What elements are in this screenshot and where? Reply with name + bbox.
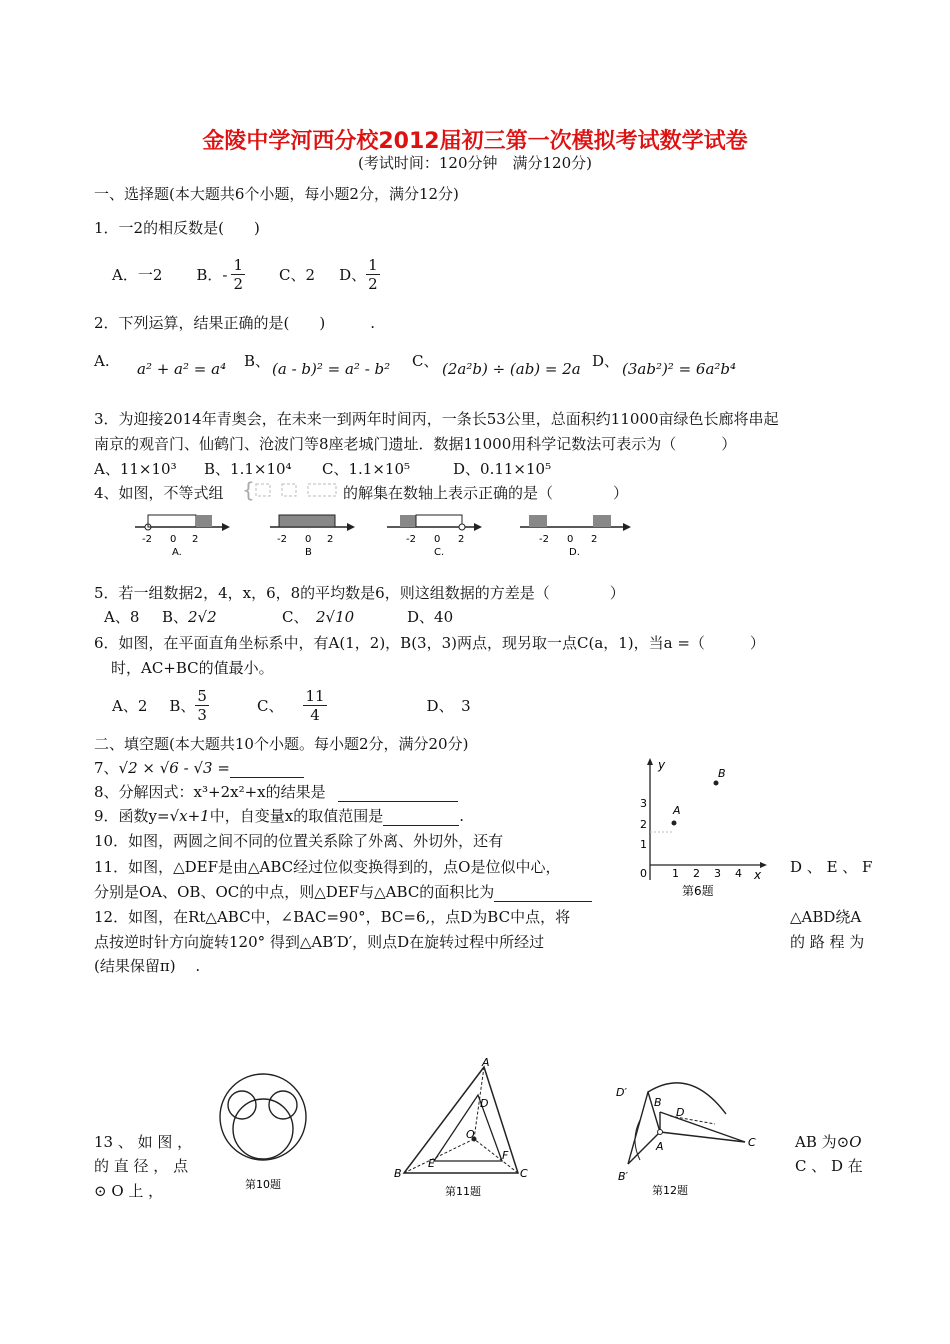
q4-number-line-a xyxy=(135,515,230,557)
q6-options xyxy=(112,683,471,727)
q4-number-line-b xyxy=(270,515,355,557)
svg-text:第12题: 第12题 xyxy=(652,1184,688,1197)
q2-option-b-label: B、 xyxy=(244,352,271,370)
q9-answer-blank[interactable] xyxy=(383,825,459,826)
svg-text:A: A xyxy=(482,1056,490,1069)
q6-option-b-label: B、 xyxy=(169,696,196,715)
q5-option-c-expr: 2√10 xyxy=(316,608,355,626)
q7-answer-blank[interactable] xyxy=(230,777,304,778)
svg-text:B: B xyxy=(654,1096,662,1109)
q5-option-b-label: B、 xyxy=(162,608,189,626)
q3-option-d: D、0.11×10⁵ xyxy=(453,460,552,478)
q2-option-c-expr: (2a²b) ÷ (ab) = 2a xyxy=(442,360,581,378)
svg-text:2: 2 xyxy=(693,867,700,880)
svg-text:B: B xyxy=(394,1167,402,1180)
svg-text:B: B xyxy=(718,767,726,780)
q9: 9．函数y=√x+1中，自变量x的取值范围是 . xyxy=(94,807,464,825)
fig11-triangles xyxy=(390,1055,540,1205)
svg-text:1: 1 xyxy=(640,838,647,851)
q13-line1a: 13 、 如 图 ， xyxy=(94,1133,193,1151)
svg-text:-2: -2 xyxy=(142,534,152,545)
q12-line1b: △ABD绕A xyxy=(790,908,862,926)
q12-line2a: 点按逆时针方向旋转120° 得到△AB′D′，则点D在旋转过程中所经过 xyxy=(94,933,545,951)
svg-text:0: 0 xyxy=(170,534,177,545)
q5-option-b-expr: 2√2 xyxy=(188,608,217,626)
q10: 10．如图，两圆之间不同的位置关系除了外离、外切外，还有 xyxy=(94,832,504,850)
q3-option-b: B、1.1×10⁴ xyxy=(204,460,292,478)
svg-text:A: A xyxy=(656,1140,664,1153)
svg-text:C.: C. xyxy=(434,547,445,557)
q12-line2b: 的 路 程 为 xyxy=(790,933,865,951)
svg-text:O: O xyxy=(466,1128,475,1141)
q12-line1a: 12．如图，在Rt△ABC中，∠BAC=90°，BC=6,，点D为BC中点，将 xyxy=(94,908,571,926)
q1-options xyxy=(112,252,380,296)
q3-option-c: C、1.1×10⁵ xyxy=(322,460,411,478)
page-subtitle: (考试时间：120分钟 满分120分) xyxy=(358,154,592,172)
q8: 8、分解因式：x³+2x²+x的结果是 xyxy=(94,781,458,802)
q4-stem-b: 的解集在数轴上表示正确的是（ ） xyxy=(343,484,629,502)
svg-text:B: B xyxy=(305,547,312,557)
svg-text:F: F xyxy=(502,1149,509,1162)
svg-text:D: D xyxy=(676,1106,685,1119)
svg-text:D: D xyxy=(480,1097,489,1110)
svg-text:0: 0 xyxy=(640,867,647,880)
q11-answer-blank[interactable] xyxy=(494,901,592,902)
q2-option-d-label: D、 xyxy=(592,352,620,370)
q12-line3: (结果保留π) . xyxy=(94,957,201,975)
svg-text:B′: B′ xyxy=(618,1170,629,1183)
q1-option-c: C、2 xyxy=(279,265,316,284)
svg-text:第10题: 第10题 xyxy=(245,1178,281,1191)
q3-line1: 3．为迎接2014年青奥会，在未来一到两年时间丙，一条长53公里，总面积约11000亩绿色长廊将串起 xyxy=(94,410,779,428)
q6-line1: 6．如图，在平面直角坐标系中，有A(1，2)，B(3，3)两点，现另取一点C(a，1)，当a =（ ） xyxy=(94,634,765,652)
q5-option-c-label: C、 xyxy=(282,608,309,626)
svg-text:0: 0 xyxy=(567,534,574,545)
svg-text:2: 2 xyxy=(640,818,647,831)
q6-option-d: D、 3 xyxy=(426,696,471,715)
q6-option-c-label: C、 xyxy=(256,696,284,715)
svg-text:3: 3 xyxy=(714,867,721,880)
svg-text:0: 0 xyxy=(434,534,441,545)
svg-text:2: 2 xyxy=(192,534,199,545)
q9-expr: √x+1 xyxy=(169,807,210,825)
q5-option-d: D、40 xyxy=(407,608,454,626)
q5-stem: 5．若一组数据2，4，x，6，8的平均数是6，则这组数据的方差是（ ） xyxy=(94,584,625,602)
q11-line1b: D 、 E 、 F xyxy=(790,858,873,876)
section1-heading: 一、选择题(本大题共6个小题，每小题2分，满分12分) xyxy=(94,185,459,203)
q13-line3a: ⊙ O 上 ， xyxy=(94,1182,164,1200)
svg-text:-2: -2 xyxy=(406,534,416,545)
svg-text:E: E xyxy=(428,1157,435,1170)
q4-number-line-c xyxy=(387,515,482,557)
q2-option-a-label: A. xyxy=(94,352,110,370)
svg-text:x: x xyxy=(754,868,762,882)
svg-text:-2: -2 xyxy=(277,534,287,545)
svg-text:0: 0 xyxy=(305,534,312,545)
svg-text:A.: A. xyxy=(172,547,182,557)
svg-text:3: 3 xyxy=(640,797,647,810)
svg-text:C: C xyxy=(748,1136,756,1149)
q4-inequality-system-image xyxy=(242,478,342,502)
q1-stem: 1．一2的相反数是( ) xyxy=(94,219,260,237)
q6-option-a: A、2 xyxy=(112,696,148,715)
q7: 7、√2 × √6 - √3 = xyxy=(94,757,304,778)
page-title: 金陵中学河西分校2012届初三第一次模拟考试数学试卷 xyxy=(202,129,748,154)
q1-option-b: B．- xyxy=(196,265,228,284)
q4-stem-a: 4、如图，不等式组 xyxy=(94,484,224,502)
q1-option-d: D、 xyxy=(339,265,367,284)
q2-stem: 2．下列运算，结果正确的是( ) . xyxy=(94,314,376,332)
q7-expr: √2 × √6 - √3 = xyxy=(118,759,230,777)
svg-text:第11题: 第11题 xyxy=(445,1185,481,1198)
svg-text:C: C xyxy=(520,1167,528,1180)
q6-option-c-fraction: $\frac{11}{4}$ xyxy=(305,686,325,724)
q13-line2b: C 、 D 在 xyxy=(795,1157,863,1175)
svg-text:D.: D. xyxy=(569,547,580,557)
svg-text:-2: -2 xyxy=(539,534,549,545)
svg-text:y: y xyxy=(658,758,666,772)
fig6-coordinate-plane xyxy=(630,755,770,900)
q2-option-b-expr: (a - b)² = a² - b² xyxy=(272,360,391,378)
q4-number-line-d xyxy=(520,515,631,557)
section2-heading: 二、填空题(本大题共10个小题。每小题2分，满分20分) xyxy=(94,735,469,753)
q2-option-d-expr: (3ab²)² = 6a²b⁴ xyxy=(622,360,737,378)
svg-text:2: 2 xyxy=(591,534,598,545)
fig12-rotation xyxy=(610,1070,780,1200)
q11-line2: 分别是OA、OB、OC的中点，则△DEF与△ABC的面积比为 xyxy=(94,881,592,902)
q1-option-a: A．一2 xyxy=(112,265,163,284)
svg-text:{: { xyxy=(242,478,255,502)
q2-option-c-label: C、 xyxy=(412,352,439,370)
q11-line1a: 11．如图，△DEF是由△ABC经过位似变换得到的，点O是位似中心， xyxy=(94,858,561,876)
fig6-point-a xyxy=(672,821,677,826)
svg-text:A: A xyxy=(673,804,681,817)
q2-option-a-expr: a² + a² = a⁴ xyxy=(137,360,227,378)
svg-text:D′: D′ xyxy=(616,1086,627,1099)
q13-line2a: 的 直 径 ， 点 xyxy=(94,1157,189,1175)
q13-line1b: AB 为⊙O xyxy=(795,1133,862,1151)
q3-option-a: A、11×10³ xyxy=(94,460,177,478)
q6-option-b-fraction: $\frac{5}{3}$ xyxy=(197,686,207,724)
q4-number-line-figures xyxy=(130,505,650,557)
fig10-circles xyxy=(215,1065,315,1200)
svg-text:2: 2 xyxy=(327,534,334,545)
q8-answer-blank[interactable] xyxy=(338,801,458,802)
svg-text:1: 1 xyxy=(672,867,679,880)
q5-option-a: A、8 xyxy=(104,608,140,626)
q1-option-b-fraction: $\frac{1}{2}$ xyxy=(233,255,244,293)
svg-text:第6题: 第6题 xyxy=(682,884,714,898)
fig6-point-b xyxy=(714,781,719,786)
q3-line2: 南京的观音门、仙鹤门、沧波门等8座老城门遗址．数据11000用科学记数法可表示为（ ） xyxy=(94,435,737,453)
q1-option-d-fraction: $\frac{1}{2}$ xyxy=(368,255,378,293)
svg-text:4: 4 xyxy=(735,867,742,880)
q6-line2: 时，AC+BC的值最小。 xyxy=(111,659,274,677)
svg-text:2: 2 xyxy=(458,534,465,545)
